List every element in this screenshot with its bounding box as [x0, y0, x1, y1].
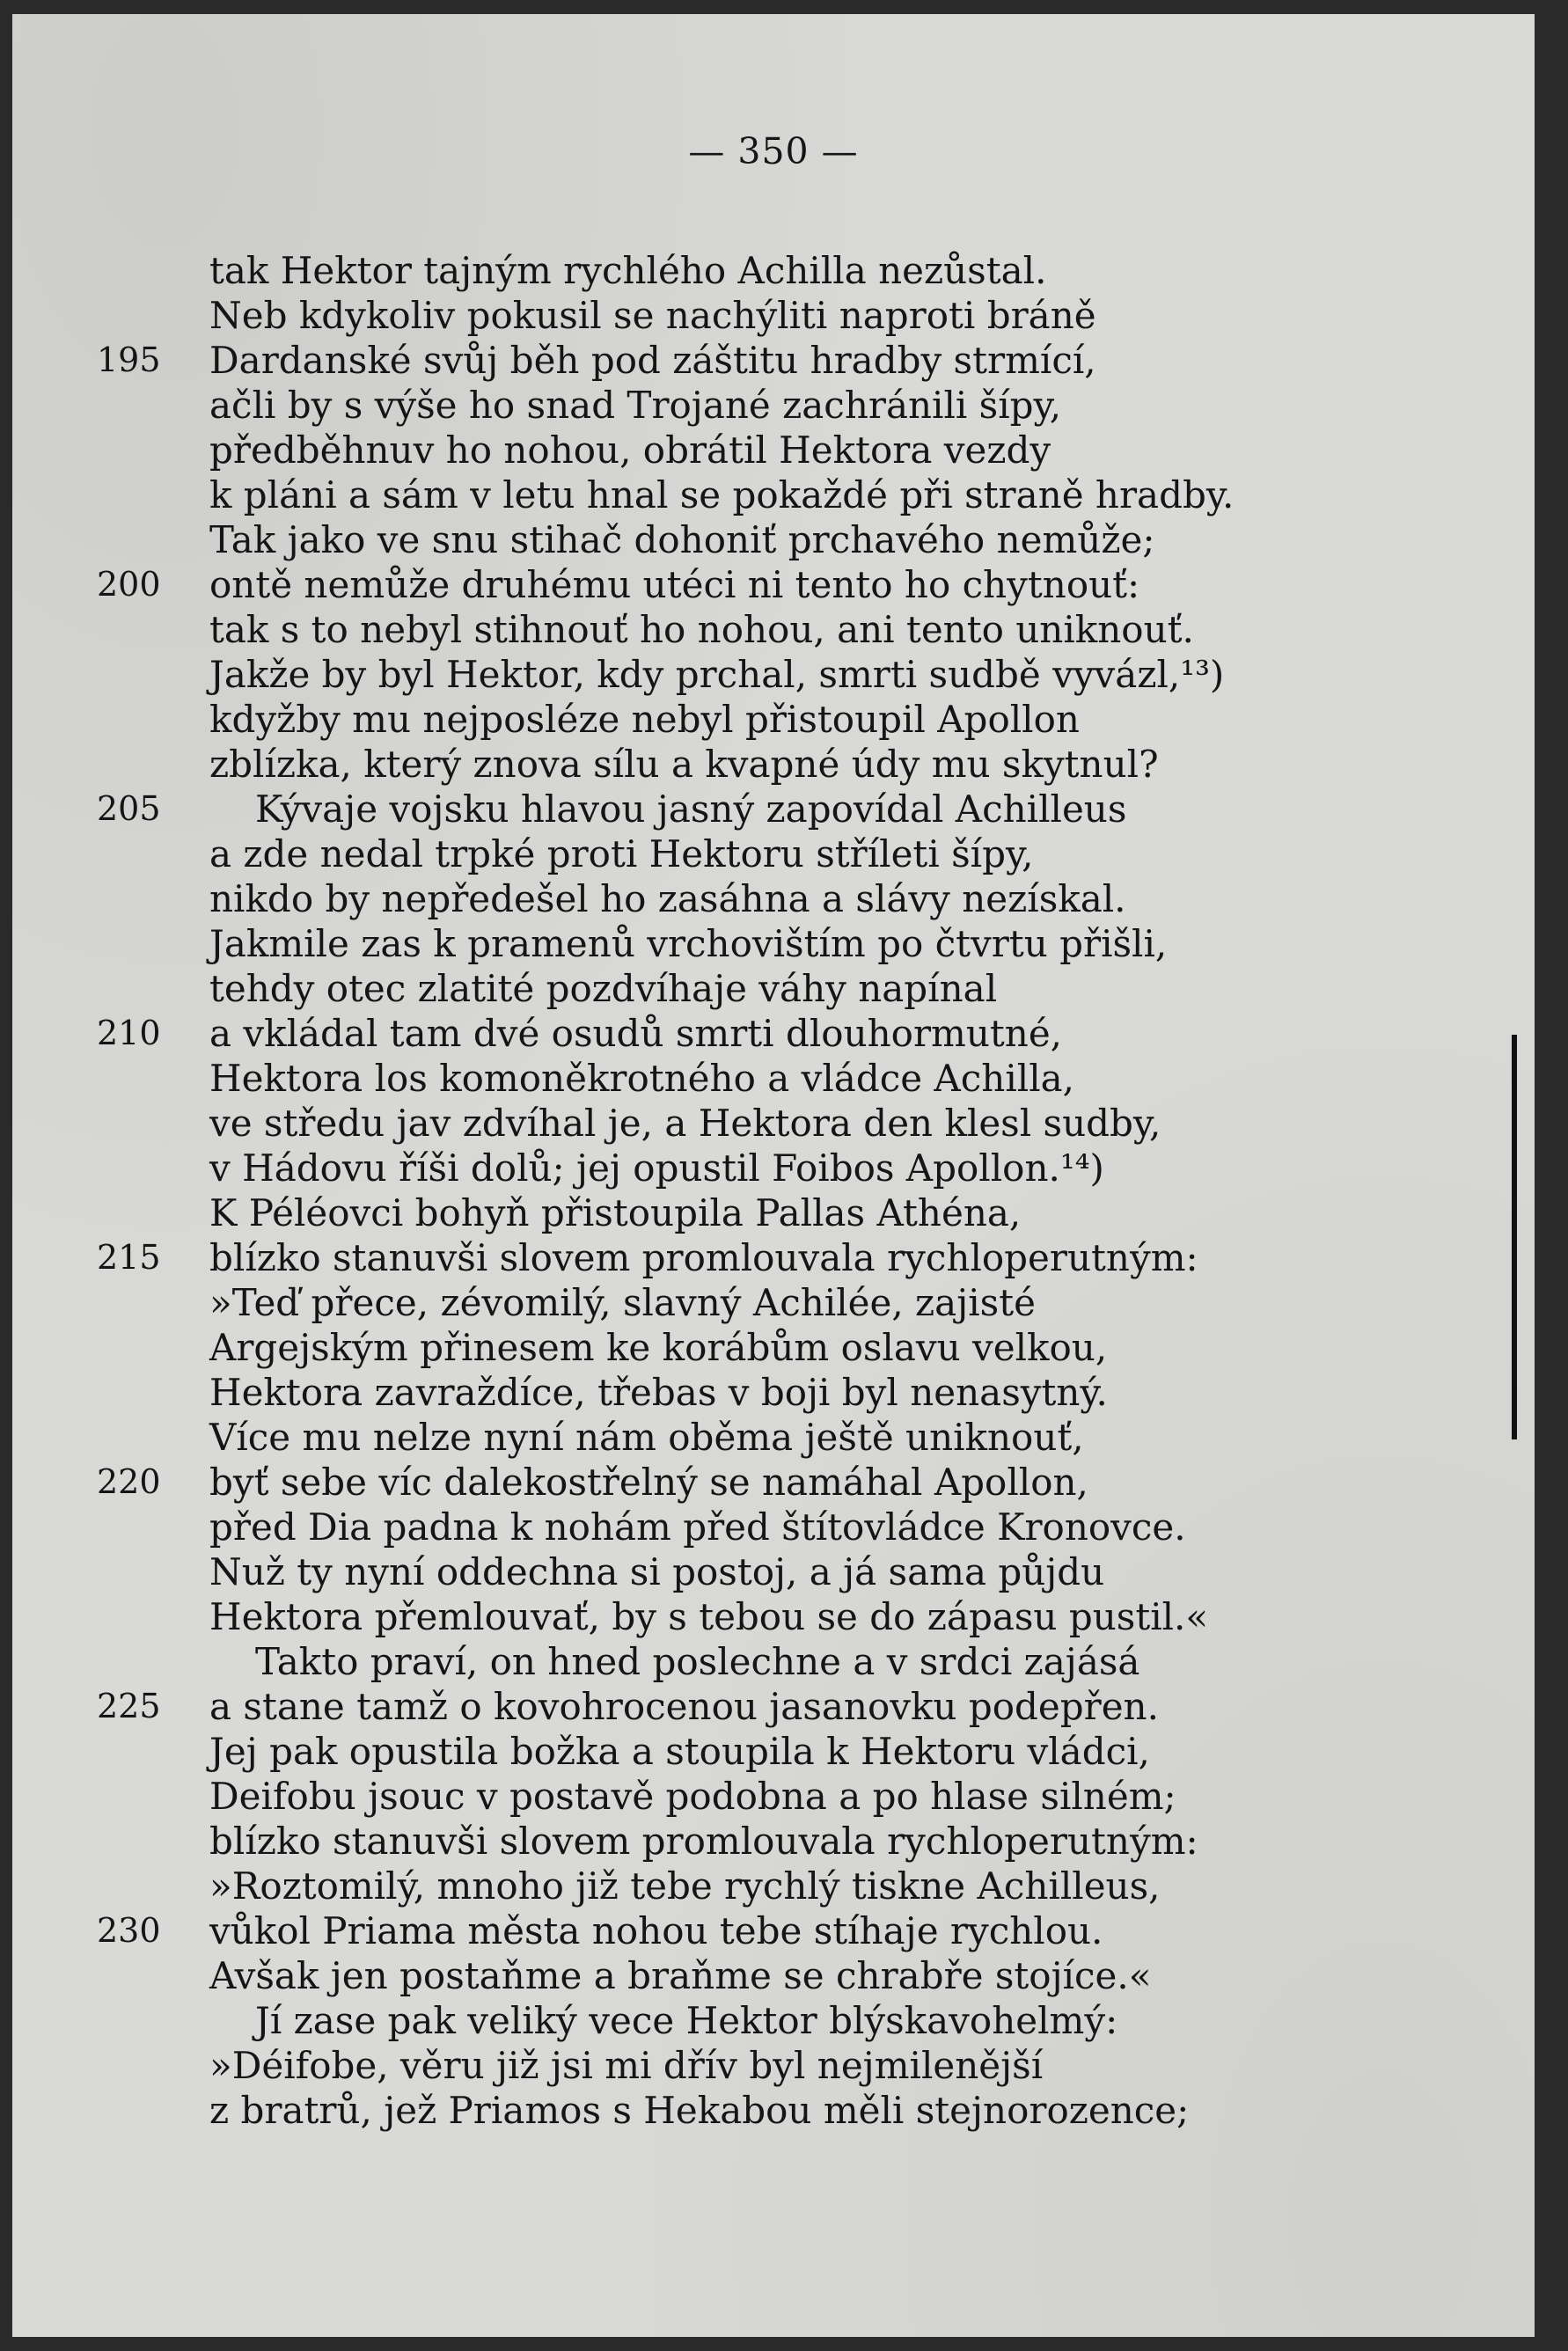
- verse-line-text: byť sebe víc dalekostřelný se namáhal Apollon,: [209, 1461, 1088, 1504]
- verse-line-text: Deifobu jsouc v postavě podobna a po hlase silném;: [209, 1775, 1176, 1818]
- verse-line-text: Jí zase pak veliký vece Hektor blýskavohelmý:: [255, 1999, 1118, 2042]
- verse-line-text: blízko stanuvši slovem promlouvala rychloperutným:: [209, 1236, 1198, 1279]
- verse-line: [209, 517, 1234, 562]
- verse-line-text: Neb kdykoliv pokusil se nachýliti naproti bráně: [209, 294, 1096, 337]
- verse-line: [209, 2043, 1234, 2088]
- verse-line: [209, 1864, 1234, 1908]
- verse-line: [209, 652, 1234, 697]
- verse-line-text: Avšak jen postaňme a braňme se chrabře stojíce.«: [209, 1954, 1152, 1997]
- verse-line-text: ačli by s výše ho snad Trojané zachránili šípy,: [209, 384, 1062, 427]
- verse-line: [209, 1729, 1234, 1774]
- verse-line: [97, 562, 1234, 607]
- verse-line-text: Takto praví, on hned poslechne a v srdci zajásá: [255, 1640, 1140, 1683]
- verse-line: [209, 742, 1234, 787]
- verse-line: [209, 1594, 1234, 1639]
- verse-line: [209, 831, 1234, 876]
- verse-line-text: Více mu nelze nyní nám oběma ještě uniknouť,: [209, 1416, 1084, 1459]
- verse-line: [209, 1190, 1234, 1235]
- verse-line: [97, 1011, 1234, 1056]
- verse-line-text: Jej pak opustila božka a stoupila k Hektoru vládci,: [209, 1730, 1150, 1773]
- verse-line-text: ontě nemůže druhému utéci ni tento ho chytnouť:: [209, 563, 1140, 606]
- verse-line: [209, 697, 1234, 742]
- verse-line: [97, 338, 1234, 383]
- verse-line: [209, 1146, 1234, 1190]
- verse-line-text: před Dia padna k nohám před štítovládce Kronovce.: [209, 1505, 1186, 1549]
- verse-line-text: ve středu jav zdvíhal je, a Hektora den klesl sudby,: [209, 1102, 1161, 1145]
- verse-line-text: tak s to nebyl stihnouť ho nohou, ani tento uniknouť.: [209, 608, 1194, 651]
- verse-line: [209, 1505, 1234, 1549]
- verse-line-text: Jakže by byl Hektor, kdy prchal, smrti sudbě vyvázl,¹³): [209, 653, 1225, 696]
- verse-line: [209, 607, 1234, 652]
- verse-line: [209, 1639, 1234, 1684]
- verse-line-text: a stane tamž o kovohrocenou jasanovku podepřen.: [209, 1685, 1159, 1728]
- verse-line-text: zblízka, který znova sílu a kvapné údy mu skytnul?: [209, 743, 1159, 786]
- verse-line-text: Jakmile zas k pramenů vrchovištím po čtvrtu přišli,: [209, 922, 1168, 965]
- verse-line-number: 230: [97, 1911, 161, 1950]
- verse-line: [209, 1280, 1234, 1325]
- verse-line: [97, 1684, 1234, 1729]
- verse-line: [97, 1460, 1234, 1505]
- verse-line: [209, 876, 1234, 921]
- verse-line: [209, 293, 1234, 338]
- verse-line-text: »Roztomilý, mnoho již tebe rychlý tiskne Achilleus,: [209, 1864, 1161, 1908]
- verse-line: [209, 2088, 1234, 2133]
- verse-line: [209, 1819, 1234, 1864]
- verse-line-text: a vkládal tam dvé osudů smrti dlouhormutné,: [209, 1012, 1063, 1055]
- verse-line-text: Kývaje vojsku hlavou jasný zapovídal Achilleus: [255, 787, 1127, 831]
- verse-line: [209, 1370, 1234, 1415]
- verse-line-number: 225: [97, 1687, 161, 1725]
- verse-line: [97, 787, 1234, 831]
- verse-line: [209, 472, 1234, 517]
- verse-line: [209, 248, 1234, 293]
- page-edge-mark: [1512, 1035, 1517, 1439]
- verse-line-number: 205: [97, 789, 161, 828]
- verse-line-number: 195: [97, 341, 161, 379]
- verse-line-text: předběhnuv ho nohou, obrátil Hektora vezdy: [209, 428, 1051, 472]
- verse-line: [97, 1908, 1234, 1953]
- verse-line: [97, 1235, 1234, 1280]
- verse-line-text: vůkol Priama města nohou tebe stíhaje rychlou.: [209, 1909, 1103, 1952]
- verse-line-text: K Péléovci bohyň přistoupila Pallas Athéna,: [209, 1191, 1022, 1234]
- verse-line-text: z bratrů, jež Priamos s Hekabou měli stejnorozence;: [209, 2089, 1190, 2132]
- verse-line-number: 220: [97, 1462, 161, 1501]
- verse-line-text: Hektora los komoněkrotného a vládce Achilla,: [209, 1057, 1075, 1100]
- verse-line: [209, 1101, 1234, 1146]
- verse-line-text: nikdo by nepředešel ho zasáhna a slávy nezískal.: [209, 877, 1126, 920]
- verse-line-text: Argejským přinesem ke korábům oslavu velkou,: [209, 1326, 1108, 1369]
- verse-line: [209, 383, 1234, 428]
- verse-line: [209, 1953, 1234, 1998]
- verse-line-text: a zde nedal trpké proti Hektoru stříleti šípy,: [209, 832, 1034, 875]
- verse-line-text: Tak jako ve snu stihač dohoniť prchavého nemůže;: [209, 518, 1155, 561]
- verse-line-number: 210: [97, 1014, 161, 1052]
- verse-line: [209, 428, 1234, 472]
- verse-line-text: tehdy otec zlatité pozdvíhaje váhy napínal: [209, 967, 998, 1010]
- verse-line-text: blízko stanuvši slovem promlouvala rychloperutným:: [209, 1820, 1198, 1863]
- verse-line-text: Nuž ty nyní oddechna si postoj, a já sama půjdu: [209, 1550, 1105, 1593]
- verse-line: [209, 1325, 1234, 1370]
- verse-line-text: k pláni a sám v letu hnal se pokaždé při straně hradby.: [209, 473, 1235, 516]
- verse-line-text: »Teď přece, zévomilý, slavný Achilée, zajisté: [209, 1281, 1036, 1324]
- page-number: — 350 —: [688, 130, 859, 172]
- verse-line-number: 200: [97, 565, 161, 604]
- verse-line-text: Dardanské svůj běh pod záštitu hradby strmící,: [209, 339, 1096, 382]
- verse-line: [209, 1056, 1234, 1101]
- book-page: [12, 14, 1535, 2337]
- verse-line: [209, 1415, 1234, 1460]
- verse-line-text: Hektora zavraždíce, třebas v boji byl nenasytný.: [209, 1371, 1108, 1414]
- verse-line: [209, 1549, 1234, 1594]
- verse-line-number: 215: [97, 1238, 161, 1277]
- verse-line: [209, 1998, 1234, 2043]
- verse-line: [209, 966, 1234, 1011]
- poem-text: [97, 248, 1235, 2133]
- verse-line-text: tak Hektor tajným rychlého Achilla nezůstal.: [209, 249, 1047, 292]
- verse-line-text: Hektora přemlouvať, by s tebou se do zápasu pustil.«: [209, 1595, 1209, 1638]
- verse-line-text: v Hádovu říši dolů; jej opustil Foibos Apollon.¹⁴): [209, 1146, 1104, 1190]
- verse-line-text: »Déifobe, věru již jsi mi dřív byl nejmilenější: [209, 2044, 1044, 2087]
- verse-line: [209, 921, 1234, 966]
- verse-line: [209, 1774, 1234, 1819]
- verse-line-text: kdyžby mu nejposléze nebyl přistoupil Apollon: [209, 698, 1080, 741]
